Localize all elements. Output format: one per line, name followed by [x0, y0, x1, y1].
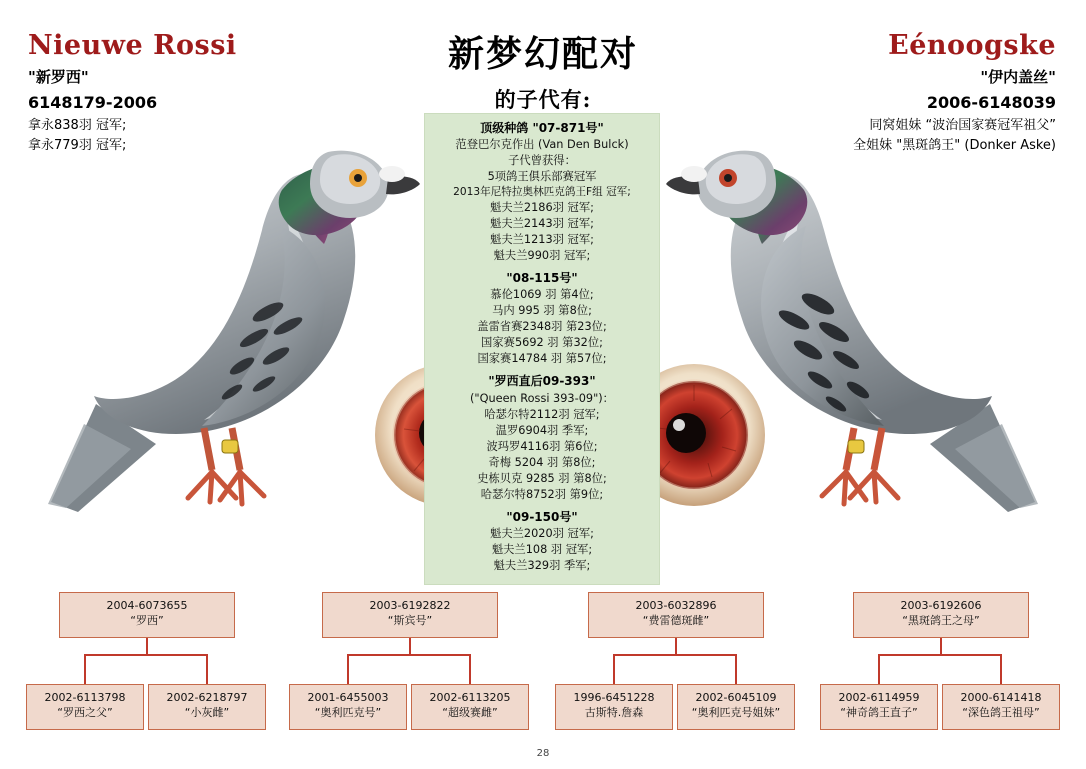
connector [409, 638, 411, 654]
pedigree-id: 2003-6192822 [369, 599, 451, 612]
group-3-head: "09-150号" [506, 509, 578, 524]
group-2-head: "罗西直后09-393" [488, 374, 596, 389]
connector [84, 654, 208, 656]
group-0-line-3: 魁夫兰2143羽 冠军; [490, 217, 594, 231]
right-bird-nickname: "伊内盖丝" [980, 68, 1056, 86]
group-0-line-5: 魁夫兰990羽 冠军; [493, 249, 591, 263]
connector [347, 654, 349, 684]
group-1-line-4: 国家赛14784 羽 第57位; [477, 352, 607, 366]
group-1-line-3: 国家赛5692 羽 第32位; [481, 336, 603, 350]
page-number: 28 [536, 748, 550, 759]
left-bird-result-1: 拿永838羽 冠军; [28, 118, 127, 134]
pedigree-top-box-4 [853, 592, 1029, 638]
connector [878, 654, 1002, 656]
pedigree-bottom-box-5 [555, 684, 673, 730]
group-2-line-4: 史栋贝克 9285 羽 第8位; [477, 471, 607, 485]
group-1-line-0: 慕伦1069 羽 第4位; [490, 288, 594, 302]
left-pigeon-photo [36, 104, 436, 544]
group-1-head: "08-115号" [506, 271, 578, 286]
connector [347, 654, 471, 656]
pedigree-id: 2004-6073655 [106, 599, 188, 612]
pedigree-top-box-3 [588, 592, 764, 638]
connector [84, 654, 86, 684]
pedigree-id: 2003-6032896 [635, 599, 717, 612]
group-3-line-2: 魁夫兰329羽 季军; [493, 558, 591, 572]
left-bird-title: Nieuwe Rossi [28, 30, 237, 61]
right-bird-note-2: 全姐妹 "黑斑鸽王" (Donker Aske) [853, 138, 1056, 154]
group-0-line-2: 魁夫兰2186羽 冠军; [490, 201, 594, 215]
left-bird-result-2: 拿永779羽 冠军; [28, 138, 127, 154]
offspring-results-panel [424, 113, 660, 585]
group-0-head: 顶级种鸽 "07-871号" [480, 121, 604, 135]
pedigree-id: 2002-6114959 [838, 691, 920, 704]
pedigree-chart [0, 592, 1086, 732]
group-3-line-1: 魁夫兰108 羽 冠军; [491, 542, 593, 556]
connector [878, 654, 880, 684]
connector [735, 654, 737, 684]
left-bird-band: 6148179-2006 [28, 93, 158, 113]
right-bird-note-1: 同窝姐妹 “波治国家赛冠军祖父” [869, 118, 1056, 134]
pedigree-id: 2002-6113798 [44, 691, 126, 704]
pedigree-bottom-box-8 [942, 684, 1060, 730]
group-2-line-3: 奇梅 5204 羽 第8位; [488, 455, 596, 469]
pedigree-name: “黑斑鸽王之母” [902, 613, 980, 627]
pedigree-bottom-box-1 [26, 684, 144, 730]
connector [206, 654, 208, 684]
group-2-line-5: 哈瑟尔特8752羽 第9位; [480, 487, 604, 501]
group-0-line-0: 5项鸽王俱乐部赛冠军 [487, 170, 597, 184]
pedigree-id: 1996-6451228 [573, 691, 655, 704]
pedigree-name: “费雷德斑雌” [642, 613, 710, 627]
group-0-sub: 范登巴尔克作出 (Van Den Bulck) [455, 138, 629, 152]
pedigree-name: “奥利匹克号” [314, 705, 382, 719]
connector [675, 638, 677, 654]
pedigree-name: “深色鸽王祖母” [962, 705, 1040, 719]
pedigree-name: “小灰雌” [184, 705, 230, 719]
group-2-sub: ("Queen Rossi 393-09")： [470, 391, 614, 405]
group-2-line-2: 波玛罗4116羽 第6位; [486, 439, 598, 453]
pedigree-id: 2000-6141418 [960, 691, 1042, 704]
pedigree-id: 2003-6192606 [900, 599, 982, 612]
connector [469, 654, 471, 684]
right-bird-band: 2006-6148039 [926, 93, 1056, 113]
pedigree-top-box-1 [59, 592, 235, 638]
page-title: 新梦幻配对 [447, 33, 638, 75]
pedigree-bottom-box-6 [677, 684, 795, 730]
connector [613, 654, 737, 656]
pedigree-id: 2002-6045109 [695, 691, 777, 704]
group-1-line-2: 盖雷省赛2348羽 第23位; [477, 320, 607, 334]
pedigree-name: 古斯特.詹森 [584, 705, 644, 719]
pedigree-id: 2001-6455003 [307, 691, 389, 704]
group-1-line-1: 马内 995 羽 第8位; [492, 304, 592, 318]
pedigree-bottom-box-3 [289, 684, 407, 730]
right-bird-title: Eénoogske [888, 30, 1056, 61]
group-0-line-1: 2013年尼特拉奥林匹克鸽王F组 冠军; [453, 186, 631, 199]
pedigree-name: “斯宾号” [387, 613, 433, 627]
pedigree-name: “罗西之父” [57, 705, 113, 719]
pedigree-name: “罗西” [130, 613, 164, 627]
group-3-line-0: 魁夫兰2020羽 冠军; [490, 526, 594, 540]
connector [146, 638, 148, 654]
pedigree-bottom-box-4 [411, 684, 529, 730]
left-bird-nickname: "新罗西" [28, 68, 89, 86]
group-0-line-4: 魁夫兰1213羽 冠军; [490, 233, 594, 247]
connector [940, 638, 942, 654]
group-0-sub2: 子代曾获得： [508, 154, 576, 168]
pedigree-bottom-box-7 [820, 684, 938, 730]
page-subtitle: 的子代有: [494, 87, 592, 112]
pedigree-bottom-box-2 [148, 684, 266, 730]
pedigree-name: “超级赛雌” [442, 705, 498, 719]
group-2-line-1: 温罗6904羽 季军; [495, 423, 589, 437]
connector [1000, 654, 1002, 684]
pedigree-name: “神奇鸽王直子” [840, 705, 918, 719]
group-2-line-0: 哈瑟尔特2112羽 冠军; [484, 407, 600, 421]
connector [613, 654, 615, 684]
pedigree-id: 2002-6218797 [166, 691, 248, 704]
pedigree-name: “奥利匹克号姐妹” [691, 705, 781, 719]
pedigree-id: 2002-6113205 [429, 691, 511, 704]
pedigree-top-box-2 [322, 592, 498, 638]
